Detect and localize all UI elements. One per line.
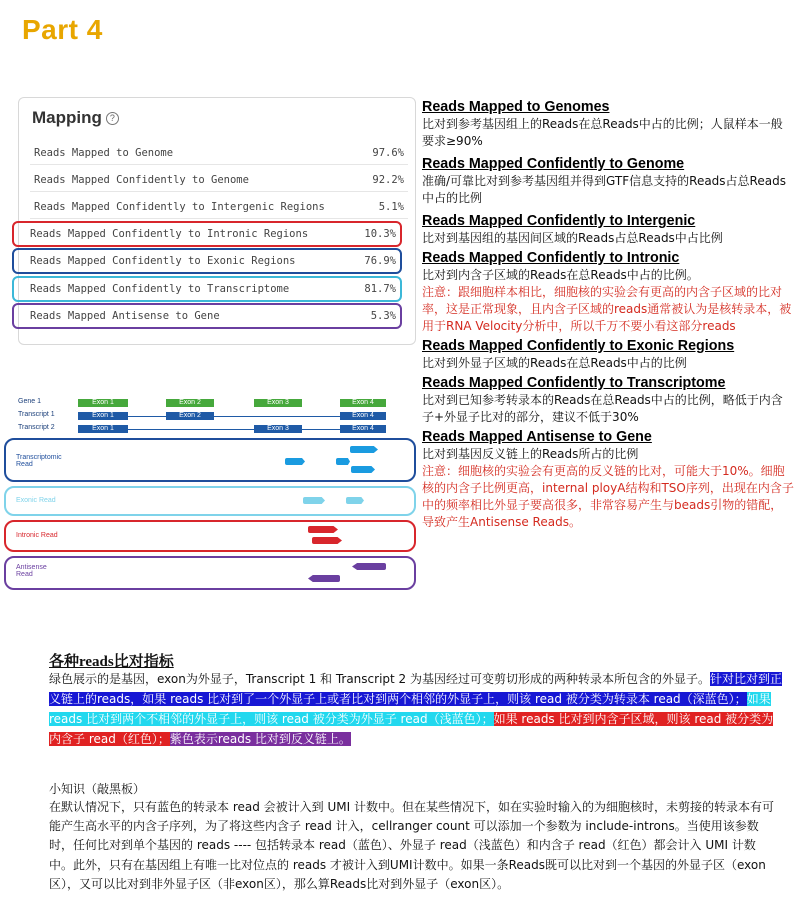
read-arrow xyxy=(308,575,340,582)
mapping-row-label: Reads Mapped Confidently to Intronic Regions xyxy=(30,228,309,240)
mapping-row-label: Reads Mapped to Genome xyxy=(34,147,174,159)
explanation-note: 注意：细胞核的实验会有更高的反义链的比对，可能大于10%。细胞核的内含子比例更高，internal ployA结构和TSO序列，出现在内含子中的频率相比外显子要高很多，非常容易产生与beads引物的错配，导致产生Antisense Reads。 xyxy=(422,464,794,529)
mapping-row-value: 5.1% xyxy=(378,201,404,213)
read-arrow xyxy=(308,526,338,533)
antisense-read-box xyxy=(4,556,416,590)
gene-exon-1: Exon 1 xyxy=(78,399,128,407)
antisense-read-label: Antisense Read xyxy=(16,564,47,578)
mapping-row-label: Reads Mapped Confidently to Transcriptome xyxy=(30,283,290,295)
tips-title: 小知识（敲黑板） xyxy=(49,782,146,796)
t1-exon-4: Exon 4 xyxy=(340,412,386,420)
mapping-row xyxy=(30,196,408,219)
read-arrow xyxy=(312,537,342,544)
highlight-red: 如果 reads 比对到内含子区域，则该 read 被分类为内含子 read（红色）； xyxy=(49,712,774,746)
read-arrow xyxy=(336,458,350,465)
mapping-row xyxy=(30,169,408,192)
mapping-row-antisense xyxy=(12,303,402,329)
t2-exon-3: Exon 3 xyxy=(254,425,302,433)
section-title: 各种reads比对指标 xyxy=(49,654,174,670)
explanation-heading: Reads Mapped Confidently to Transcriptome xyxy=(422,375,726,391)
explanations xyxy=(422,99,794,531)
read-arrow xyxy=(303,497,325,504)
explanation-item xyxy=(422,156,794,207)
mapping-row-value: 97.6% xyxy=(372,147,404,159)
mapping-row-value: 81.7% xyxy=(364,283,396,295)
explanation-item xyxy=(422,429,794,531)
intronic-read-label: Intronic Read xyxy=(16,532,58,539)
gene-exon-4: Exon 4 xyxy=(340,399,386,407)
mapping-row-intronic xyxy=(12,221,402,247)
transcript1-intron-line xyxy=(128,416,340,417)
explanation-note: 注意：跟细胞样本相比，细胞核的实验会有更高的内含子区域的比对率，这是正常现象，且内含子区域的reads通常被认为是核转录本，被用于RNA Velocity分析中，所以千万不要小看这部分reads xyxy=(422,285,792,333)
mapping-row-value: 10.3% xyxy=(364,228,396,240)
explanation-heading: Reads Mapped Confidently to Intergenic xyxy=(422,213,696,229)
mapping-row-exonic xyxy=(12,248,402,274)
t1-exon-1: Exon 1 xyxy=(78,412,128,420)
mapping-panel xyxy=(18,97,416,345)
gene-label: Gene 1 xyxy=(18,398,41,405)
section-intro: 绿色展示的是基因，exon为外显子，Transcript 1 和 Transcript 2 为基因经过可变剪切形成的两种转录本所包含的外显子。 xyxy=(49,672,710,686)
t2-exon-4: Exon 4 xyxy=(340,425,386,433)
mapping-row-transcriptome xyxy=(12,276,402,302)
mapping-row-value: 76.9% xyxy=(364,255,396,267)
read-arrow xyxy=(350,446,378,453)
explanation-item xyxy=(422,250,794,335)
explanation-body: 比对到内含子区域的Reads在总Reads中占的比例。 xyxy=(422,268,699,282)
mapping-row xyxy=(30,142,408,165)
explanation-body: 准确/可靠比对到参考基因组并得到GTF信息支持的Reads占总Reads中占的比例 xyxy=(422,174,786,205)
t1-exon-2: Exon 2 xyxy=(166,412,214,420)
explanation-item xyxy=(422,375,794,426)
mapping-row-label: Reads Mapped Antisense to Gene xyxy=(30,310,220,322)
mapping-row-label: Reads Mapped Confidently to Exonic Regions xyxy=(30,255,296,267)
explanation-heading: Reads Mapped Confidently to Intronic xyxy=(422,250,680,266)
read-arrow xyxy=(351,466,375,473)
read-arrow xyxy=(352,563,386,570)
highlight-purple: 紫色表示reads 比对到反义链上。 xyxy=(169,732,351,746)
explanation-body: 比对到基因组的基因间区域的Reads占总Reads中占比例 xyxy=(422,231,723,245)
intronic-read-box xyxy=(4,520,416,552)
transcriptomic-read-label: Transcriptomic Read xyxy=(16,454,62,468)
explanation-heading: Reads Mapped to Genomes xyxy=(422,99,610,115)
question-circle-icon[interactable]: ? xyxy=(106,112,119,125)
mapping-title-text: Mapping xyxy=(32,108,102,127)
highlight-cyan: 如果 reads 比对到两个不相邻的外显子上，则该 read 被分类为外显子 read（浅蓝色）； xyxy=(49,692,771,726)
gene-model-diagram xyxy=(0,392,420,592)
mapping-row-value: 92.2% xyxy=(372,174,404,186)
tips-body: 在默认情况下，只有蓝色的转录本 read 会被计入到 UMI 计数中。但在某些情况下，如在实验时输入的为细胞核时，未剪接的转录本有可能产生高水平的内含子序列，为了将这些内含子 read 计入，cellranger count 可以添加一个参数为 include-introns。当使用该参数时，任何比对到单个基因的 reads ---- 包括转录本 read（蓝色）、外显子 read（浅蓝色）和内含子 read（红色）都会计入 UMI 计数中。此外，只有在基因组上有唯一比对位点的 reads 才被计入到UMI计数中。如果一条Reads既可以比对到一个基因的外显子区（exon区），又可以比对到非外显子区（非exon区），那么算Reads比对到外显子（exon区）。 xyxy=(49,800,774,891)
read-arrow xyxy=(346,497,364,504)
page-title: Part 4 xyxy=(22,14,103,45)
transcript1-label: Transcript 1 xyxy=(18,411,55,418)
transcript2-intron-line xyxy=(128,429,340,430)
explanation-heading: Reads Mapped Confidently to Genome xyxy=(422,156,685,172)
exonic-read-label: Exonic Read xyxy=(16,497,56,504)
explanation-body: 比对到参考基因组上的Reads在总Reads中占的比例；人鼠样本一般要求≥90% xyxy=(422,117,783,148)
transcriptomic-read-box xyxy=(4,438,416,482)
mapping-row-label: Reads Mapped Confidently to Genome xyxy=(34,174,249,186)
mapping-title xyxy=(32,108,119,128)
gene-exon-2: Exon 2 xyxy=(166,399,214,407)
explanation-body: 比对到基因反义链上的Reads所占的比例 xyxy=(422,447,639,461)
t2-exon-1: Exon 1 xyxy=(78,425,128,433)
transcript2-label: Transcript 2 xyxy=(18,424,55,431)
explanation-item xyxy=(422,213,794,247)
exonic-read-box xyxy=(4,486,416,516)
explanation-heading: Reads Mapped Confidently to Exonic Regions xyxy=(422,338,735,354)
explanation-body: 比对到外显子区域的Reads在总Reads中占的比例 xyxy=(422,356,687,370)
explanation-heading: Reads Mapped Antisense to Gene xyxy=(422,429,652,445)
gene-exon-3: Exon 3 xyxy=(254,399,302,407)
explanation-item xyxy=(422,99,794,150)
mapping-row-value: 5.3% xyxy=(370,310,396,322)
mapping-row-label: Reads Mapped Confidently to Intergenic Regions xyxy=(34,201,325,213)
highlight-blue: 针对比对到正义链上的reads，如果 reads 比对到了一个外显子上或者比对到两个相邻的外显子上，则该 read 被分类为转录本 read（深蓝色）； xyxy=(49,672,783,706)
read-arrow xyxy=(285,458,305,465)
explanation-body: 比对到已知参考转录本的Reads在总Reads中占的比例，略低于内含子+外显子比对的部分，建议不低于30% xyxy=(422,393,783,424)
section-paragraph xyxy=(49,669,785,749)
explanation-item xyxy=(422,338,794,372)
